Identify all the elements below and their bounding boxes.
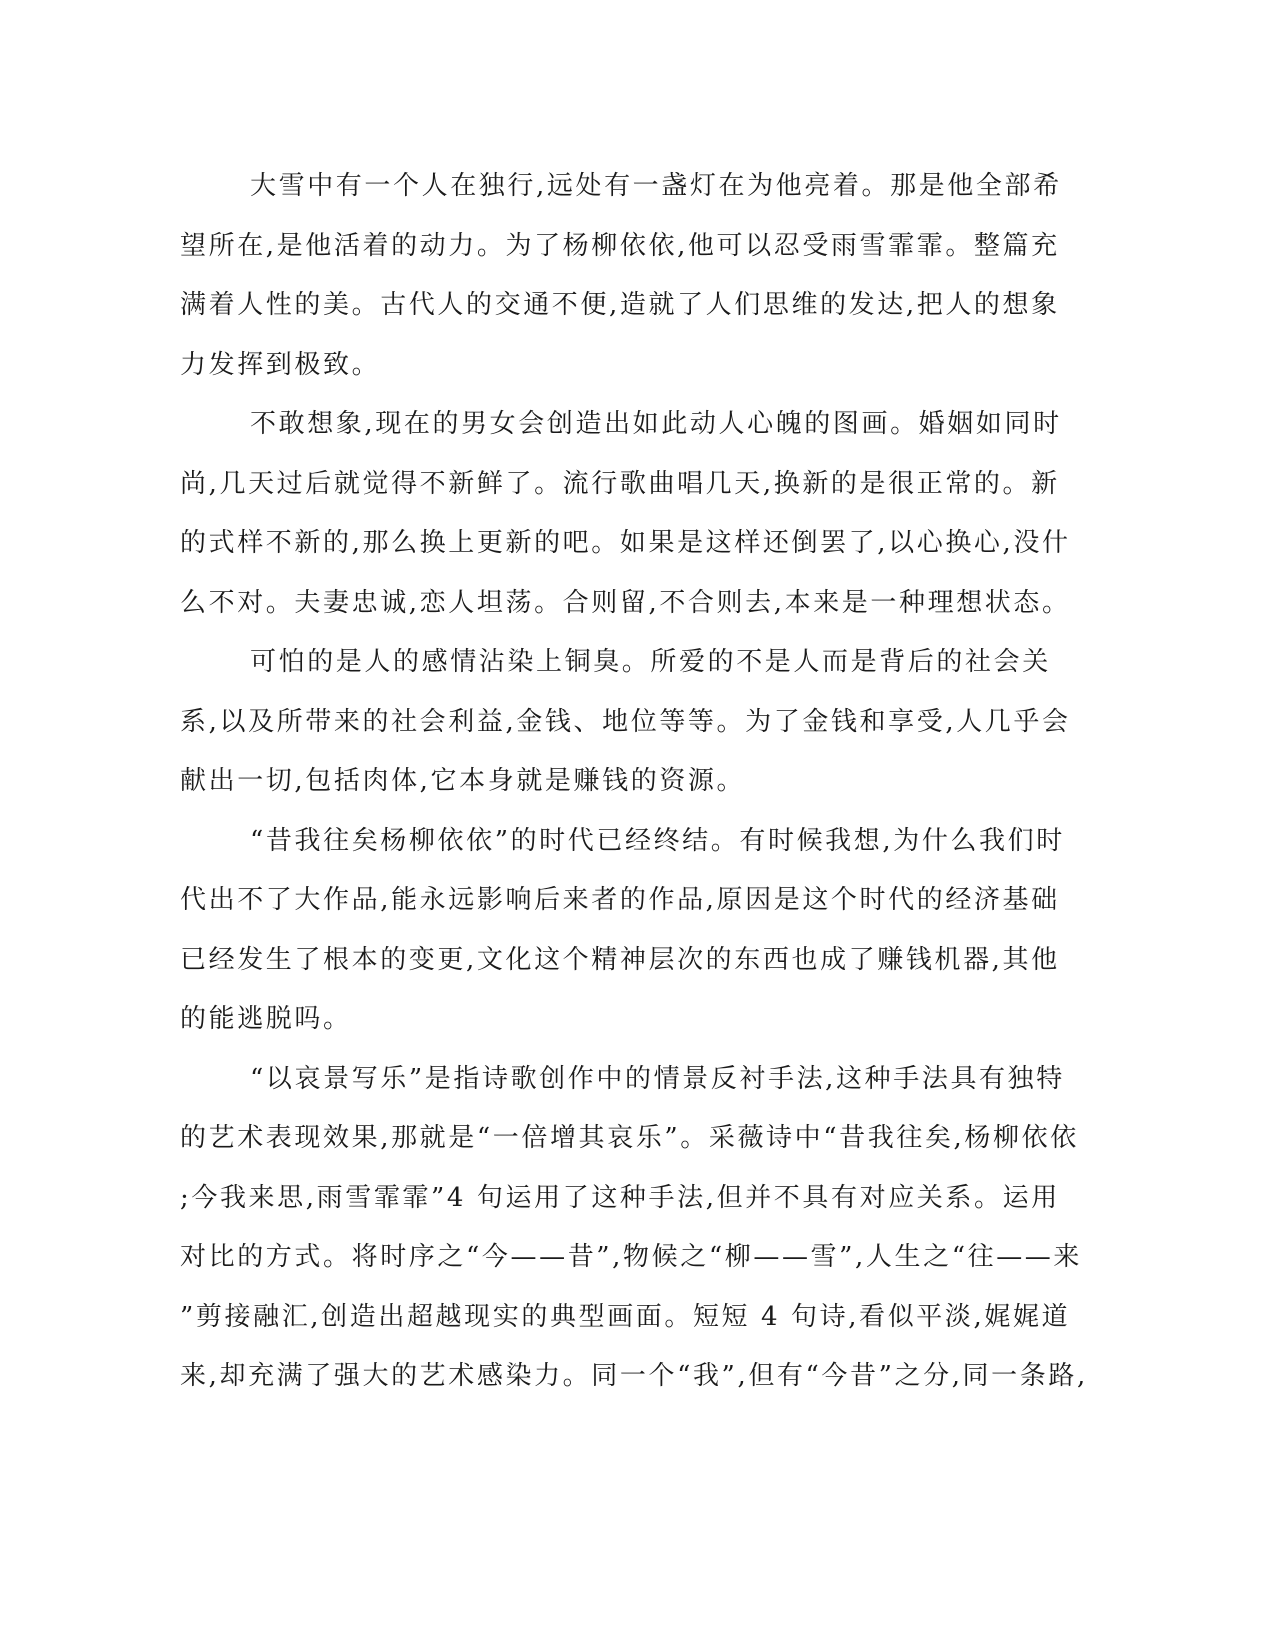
paragraph-line: 来,却充满了强大的艺术感染力。同一个“我”,但有“今昔”之分,同一条路,	[180, 1361, 1088, 1391]
paragraph-3	[180, 633, 1071, 812]
paragraph-line: ;今我来思,雨雪霏霏”4 句运用了这种手法,但并不具有对应关系。运用	[180, 1182, 1060, 1213]
paragraph-1	[180, 157, 1062, 395]
paragraph-line: 力发挥到极致。	[180, 349, 381, 380]
paragraph-line: 系,以及所带来的社会利益,金钱、地位等等。为了金钱和享受,人几乎会	[180, 706, 1071, 737]
paragraph-line: 么不对。夫妻忠诚,恋人坦荡。合则留,不合则去,本来是一种理想状态。	[180, 587, 1071, 618]
paragraph-line: 献出一切,包括肉体,它本身就是赚钱的资源。	[180, 766, 746, 796]
paragraph-line: 对比的方式。将时序之“今——昔”,物候之“柳——雪”,人生之“往——来	[180, 1242, 1082, 1272]
paragraph-line: 尚,几天过后就觉得不新鲜了。流行歌曲唱几天,换新的是很正常的。新	[180, 468, 1060, 499]
paragraph-line: “昔我往矣杨柳依依”的时代已经终结。有时候我想,为什么我们时	[250, 825, 1065, 856]
paragraph-line: 大雪中有一个人在独行,远处有一盏灯在为他亮着。那是他全部希	[250, 171, 1062, 201]
paragraph-line: 代出不了大作品,能永远影响后来者的作品,原因是这个时代的经济基础	[180, 885, 1060, 915]
paragraph-line: 的能逃脱吗。	[180, 1004, 352, 1034]
paragraph-4	[180, 812, 1065, 1050]
paragraph-line: 不敢想象,现在的男女会创造出如此动人心魄的图画。婚姻如同时	[250, 409, 1062, 439]
paragraph-line: 可怕的是人的感情沾染上铜臭。所爱的不是人而是背后的社会关	[250, 647, 1051, 677]
paragraph-2	[180, 395, 1071, 633]
paragraph-5	[180, 1050, 1088, 1407]
paragraph-line: 已经发生了根本的变更,文化这个精神层次的东西也成了赚钱机器,其他	[180, 944, 1060, 975]
paragraph-line: “以哀景写乐”是指诗歌创作中的情景反衬手法,这种手法具有独特	[250, 1063, 1065, 1094]
paragraph-line: 满着人性的美。古代人的交通不便,造就了人们思维的发达,把人的想象	[180, 290, 1060, 320]
paragraph-line: 的式样不新的,那么换上更新的吧。如果是这样还倒罢了,以心换心,没什	[180, 528, 1071, 558]
paragraph-line: ”剪接融汇,创造出超越现实的典型画面。短短 4 句诗,看似平淡,娓娓道	[180, 1301, 1071, 1332]
body-text	[180, 157, 1088, 1407]
paragraph-line: 望所在,是他活着的动力。为了杨柳依依,他可以忍受雨雪霏霏。整篇充	[180, 230, 1060, 261]
paragraph-line: 的艺术表现效果,那就是“一倍增其哀乐”。采薇诗中“昔我往矣,杨柳依依	[180, 1123, 1079, 1153]
